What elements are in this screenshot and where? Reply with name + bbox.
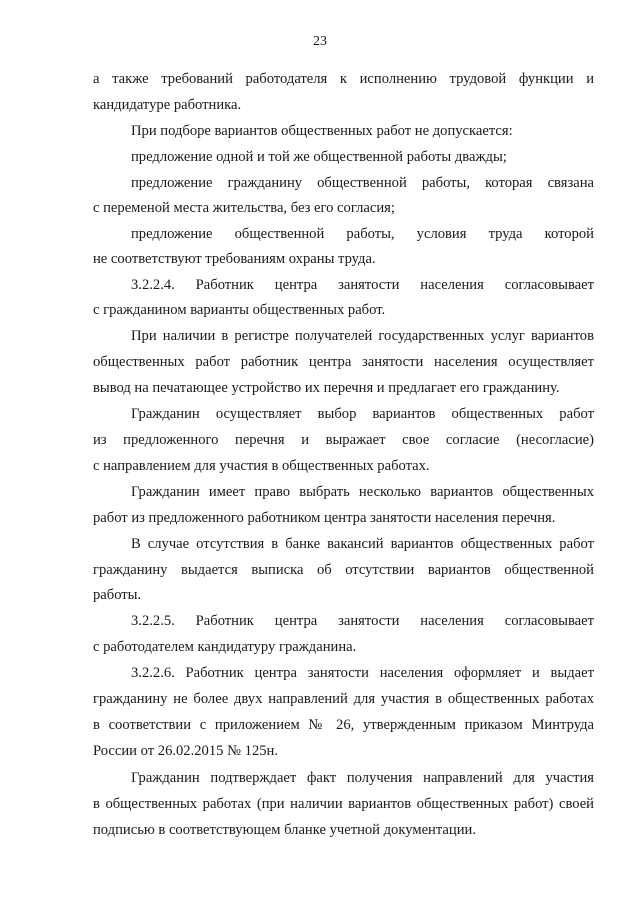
text-line: В случае отсутствия в банке вакансий вариантов общественных работ xyxy=(131,536,594,552)
text-line: в общественных работах (при наличии вариантов общественных работ) своей xyxy=(93,796,594,812)
text-line: Гражданин подтверждает факт получения направлений для участия xyxy=(131,770,594,786)
text-line: Гражданин осуществляет выбор вариантов общественных работ xyxy=(131,406,594,422)
text-line: вывод на печатающее устройство их перечня и предлагает его гражданину. xyxy=(93,380,560,396)
text-line: с направлением для участия в общественных работах. xyxy=(93,458,430,474)
text-line: общественных работ работник центра занятости населения осуществляет xyxy=(93,354,594,370)
text-line: России от 26.02.2015 № 125н. xyxy=(93,743,279,759)
text-line: 3.2.2.4. Работник центра занятости населения согласовывает xyxy=(131,277,594,293)
text-line: работы. xyxy=(93,587,142,603)
text-line: подписью в соответствующем бланке учетной документации. xyxy=(93,822,476,838)
text-line: кандидатуре работника. xyxy=(93,97,242,113)
text-line: с гражданином варианты общественных работ. xyxy=(93,302,386,318)
text-line: с переменой места жительства, без его согласия; xyxy=(93,200,395,216)
page-number: 23 xyxy=(313,34,327,49)
text-line: Гражданин имеет право выбрать несколько вариантов общественных xyxy=(131,484,594,500)
text-line: При подборе вариантов общественных работ не допускается: xyxy=(131,123,513,139)
text-line: предложение общественной работы, условия труда которой xyxy=(131,226,594,242)
text-line: гражданину не более двух направлений для участия в общественных работах xyxy=(93,691,594,707)
text-line: а также требований работодателя к исполнению трудовой функции и xyxy=(93,71,594,87)
text-line: 3.2.2.5. Работник центра занятости населения согласовывает xyxy=(131,613,594,629)
text-line: гражданину выдается выписка об отсутствии вариантов общественной xyxy=(93,562,594,578)
text-line: не соответствуют требованиям охраны труда. xyxy=(93,251,376,267)
text-line: работ из предложенного работником центра занятости населения перечня. xyxy=(93,510,556,526)
text-line: в соответствии с приложением № 26, утвержденным приказом Минтруда xyxy=(93,717,594,733)
text-line: 3.2.2.6. Работник центра занятости населения оформляет и выдает xyxy=(131,665,594,681)
text-line: с работодателем кандидатуру гражданина. xyxy=(93,639,357,655)
text-line: При наличии в регистре получателей государственных услуг вариантов xyxy=(131,328,594,344)
text-line: предложение одной и той же общественной работы дважды; xyxy=(131,149,507,165)
text-line: из предложенного перечня и выражает свое согласие (несогласие) xyxy=(93,432,594,448)
text-line: предложение гражданину общественной работы, которая связана xyxy=(131,175,594,191)
